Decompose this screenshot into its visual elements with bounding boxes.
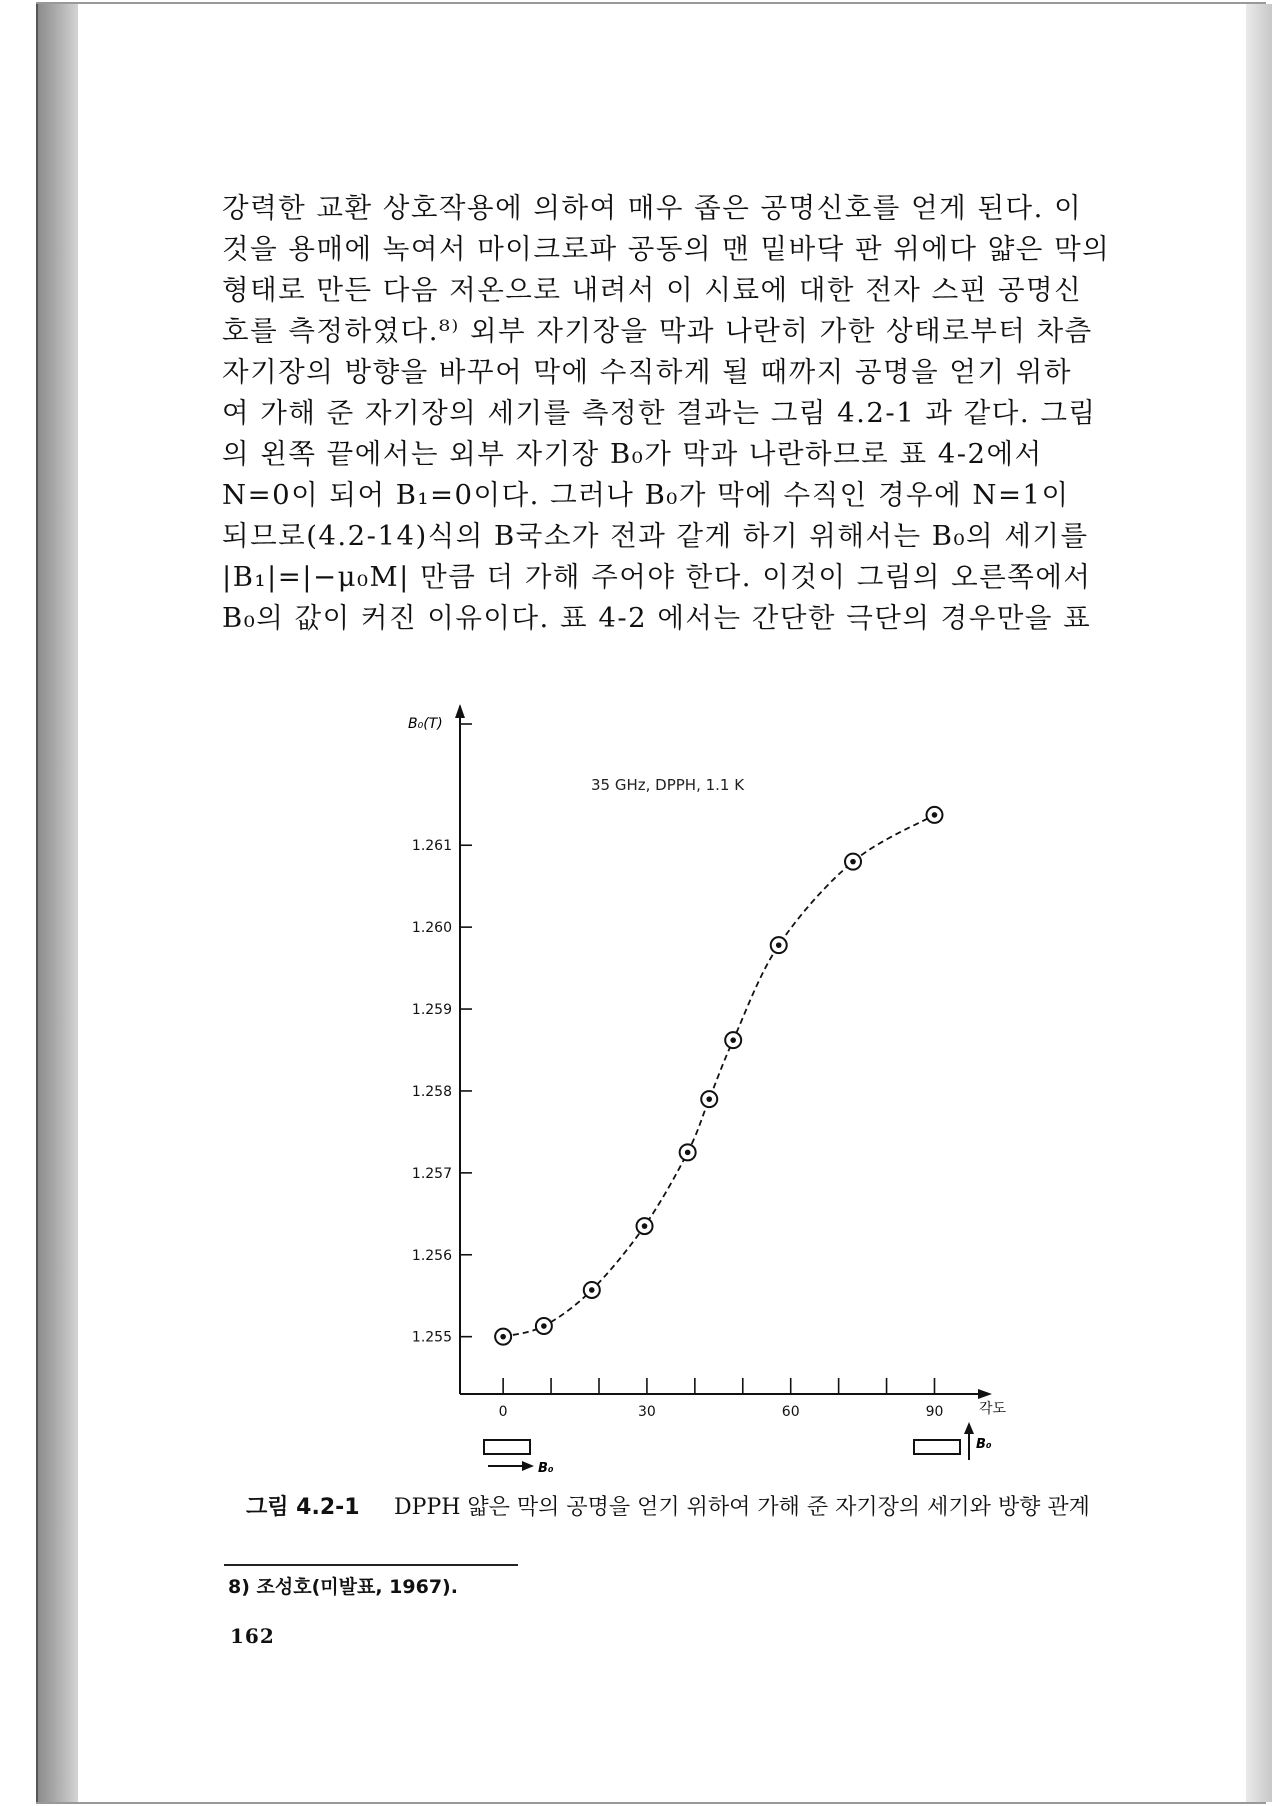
x-tick-label: 90 xyxy=(925,1404,944,1420)
data-point-dot xyxy=(932,812,938,818)
perpendicular-orientation-icon xyxy=(914,1422,992,1460)
figure-label: 그림 4.2-1 xyxy=(246,1495,360,1520)
page-shadow xyxy=(1246,4,1272,1802)
body-line: 의 왼쪽 끝에서는 외부 자기장 B₀가 막과 나란하므로 표 4-2에서 xyxy=(222,438,1043,470)
body-line: 되므로(4.2-14)식의 B국소가 전과 같게 하기 위해서는 B₀의 세기를 xyxy=(222,520,1089,552)
x-tick-label: 60 xyxy=(781,1404,800,1420)
data-point xyxy=(637,1218,653,1234)
y-tick-label: 1.258 xyxy=(411,1083,452,1100)
y-tick-label: 1.260 xyxy=(411,920,452,937)
figure-caption-text: DPPH 얇은 막의 공명을 얻기 위하여 가해 준 자기장의 세기와 방향 관계 xyxy=(394,1495,1090,1520)
chart-ticks xyxy=(412,724,943,1420)
data-point-dot xyxy=(541,1323,547,1329)
y-tick-label: 1.257 xyxy=(411,1165,452,1182)
data-point-dot xyxy=(642,1223,648,1229)
x-tick-label: 0 xyxy=(498,1404,508,1420)
data-point-dot xyxy=(706,1096,712,1102)
data-point xyxy=(584,1282,600,1298)
body-line: 강력한 교환 상호작용에 의하여 매우 좁은 공명신호를 얻게 된다. 이 xyxy=(222,192,1083,224)
footnote-divider xyxy=(224,1564,518,1566)
data-point xyxy=(771,937,787,953)
data-point xyxy=(495,1329,511,1345)
y-tick-label: 1.259 xyxy=(411,1002,452,1019)
body-line: 형태로 만든 다음 저온으로 내려서 이 시료에 대한 전자 스핀 공명신 xyxy=(222,274,1083,306)
body-line: 여 가해 준 자기장의 세기를 측정한 결과는 그림 4.2-1 과 같다. 그림 xyxy=(222,397,1097,429)
body-paragraph xyxy=(222,188,1116,639)
data-point-dot xyxy=(776,942,782,948)
x-tick-label: 30 xyxy=(638,1404,656,1420)
x-axis-label: 각도 xyxy=(979,1401,1007,1417)
data-point-dot xyxy=(500,1334,506,1340)
y-axis-arrow xyxy=(455,704,465,718)
page-number: 162 xyxy=(230,1624,275,1648)
body-line: 호를 측정하였다.⁸⁾ 외부 자기장을 막과 나란히 가한 상태로부터 차츰 xyxy=(222,315,1093,347)
data-point xyxy=(536,1318,552,1334)
y-tick-label: 1.261 xyxy=(411,838,452,855)
data-point-dot xyxy=(850,859,856,865)
y-axis-label: B₀(T) xyxy=(408,716,443,732)
chart-axes xyxy=(455,704,992,1399)
perpendicular-field-label: B₀ xyxy=(976,1437,992,1452)
parallel-field-label: B₀ xyxy=(538,1461,554,1476)
y-tick-label: 1.255 xyxy=(411,1329,452,1346)
data-point xyxy=(845,854,861,870)
y-tick-label: 1.256 xyxy=(411,1247,452,1264)
book-spine-edge xyxy=(36,4,80,1802)
body-line: |B₁|=|−μ₀M| 만큼 더 가해 주어야 한다. 이것이 그림의 오른쪽에서 xyxy=(222,561,1092,593)
body-line: 것을 용매에 녹여서 마이크로파 공동의 맨 밑바닥 판 위에다 얇은 막의 xyxy=(222,233,1111,265)
book-bottom-edge xyxy=(36,1802,1266,1804)
body-line: 자기장의 방향을 바꾸어 막에 수직하게 될 때까지 공명을 얻기 위하 xyxy=(222,356,1072,388)
x-axis-arrow xyxy=(978,1389,992,1399)
body-line: B₀의 값이 커진 이유이다. 표 4-2 에서는 간단한 극단의 경우만을 표 xyxy=(222,602,1092,634)
body-line: N=0이 되어 B₁=0이다. 그러나 B₀가 막에 수직인 경우에 N=1이 xyxy=(222,479,1070,511)
data-point xyxy=(680,1144,696,1160)
data-point xyxy=(725,1032,741,1048)
parallel-orientation-icon xyxy=(484,1440,554,1476)
chart-title: 35 GHz, DPPH, 1.1 K xyxy=(591,776,745,794)
data-point xyxy=(926,807,942,823)
footnote: 8) 조성호(미발표, 1967). xyxy=(228,1576,458,1598)
resonance-field-chart xyxy=(396,688,1016,1488)
data-point xyxy=(701,1091,717,1107)
data-point-dot xyxy=(685,1150,691,1156)
data-point-dot xyxy=(730,1037,736,1043)
data-point-dot xyxy=(589,1287,595,1293)
dashed-fit-curve xyxy=(503,815,934,1337)
